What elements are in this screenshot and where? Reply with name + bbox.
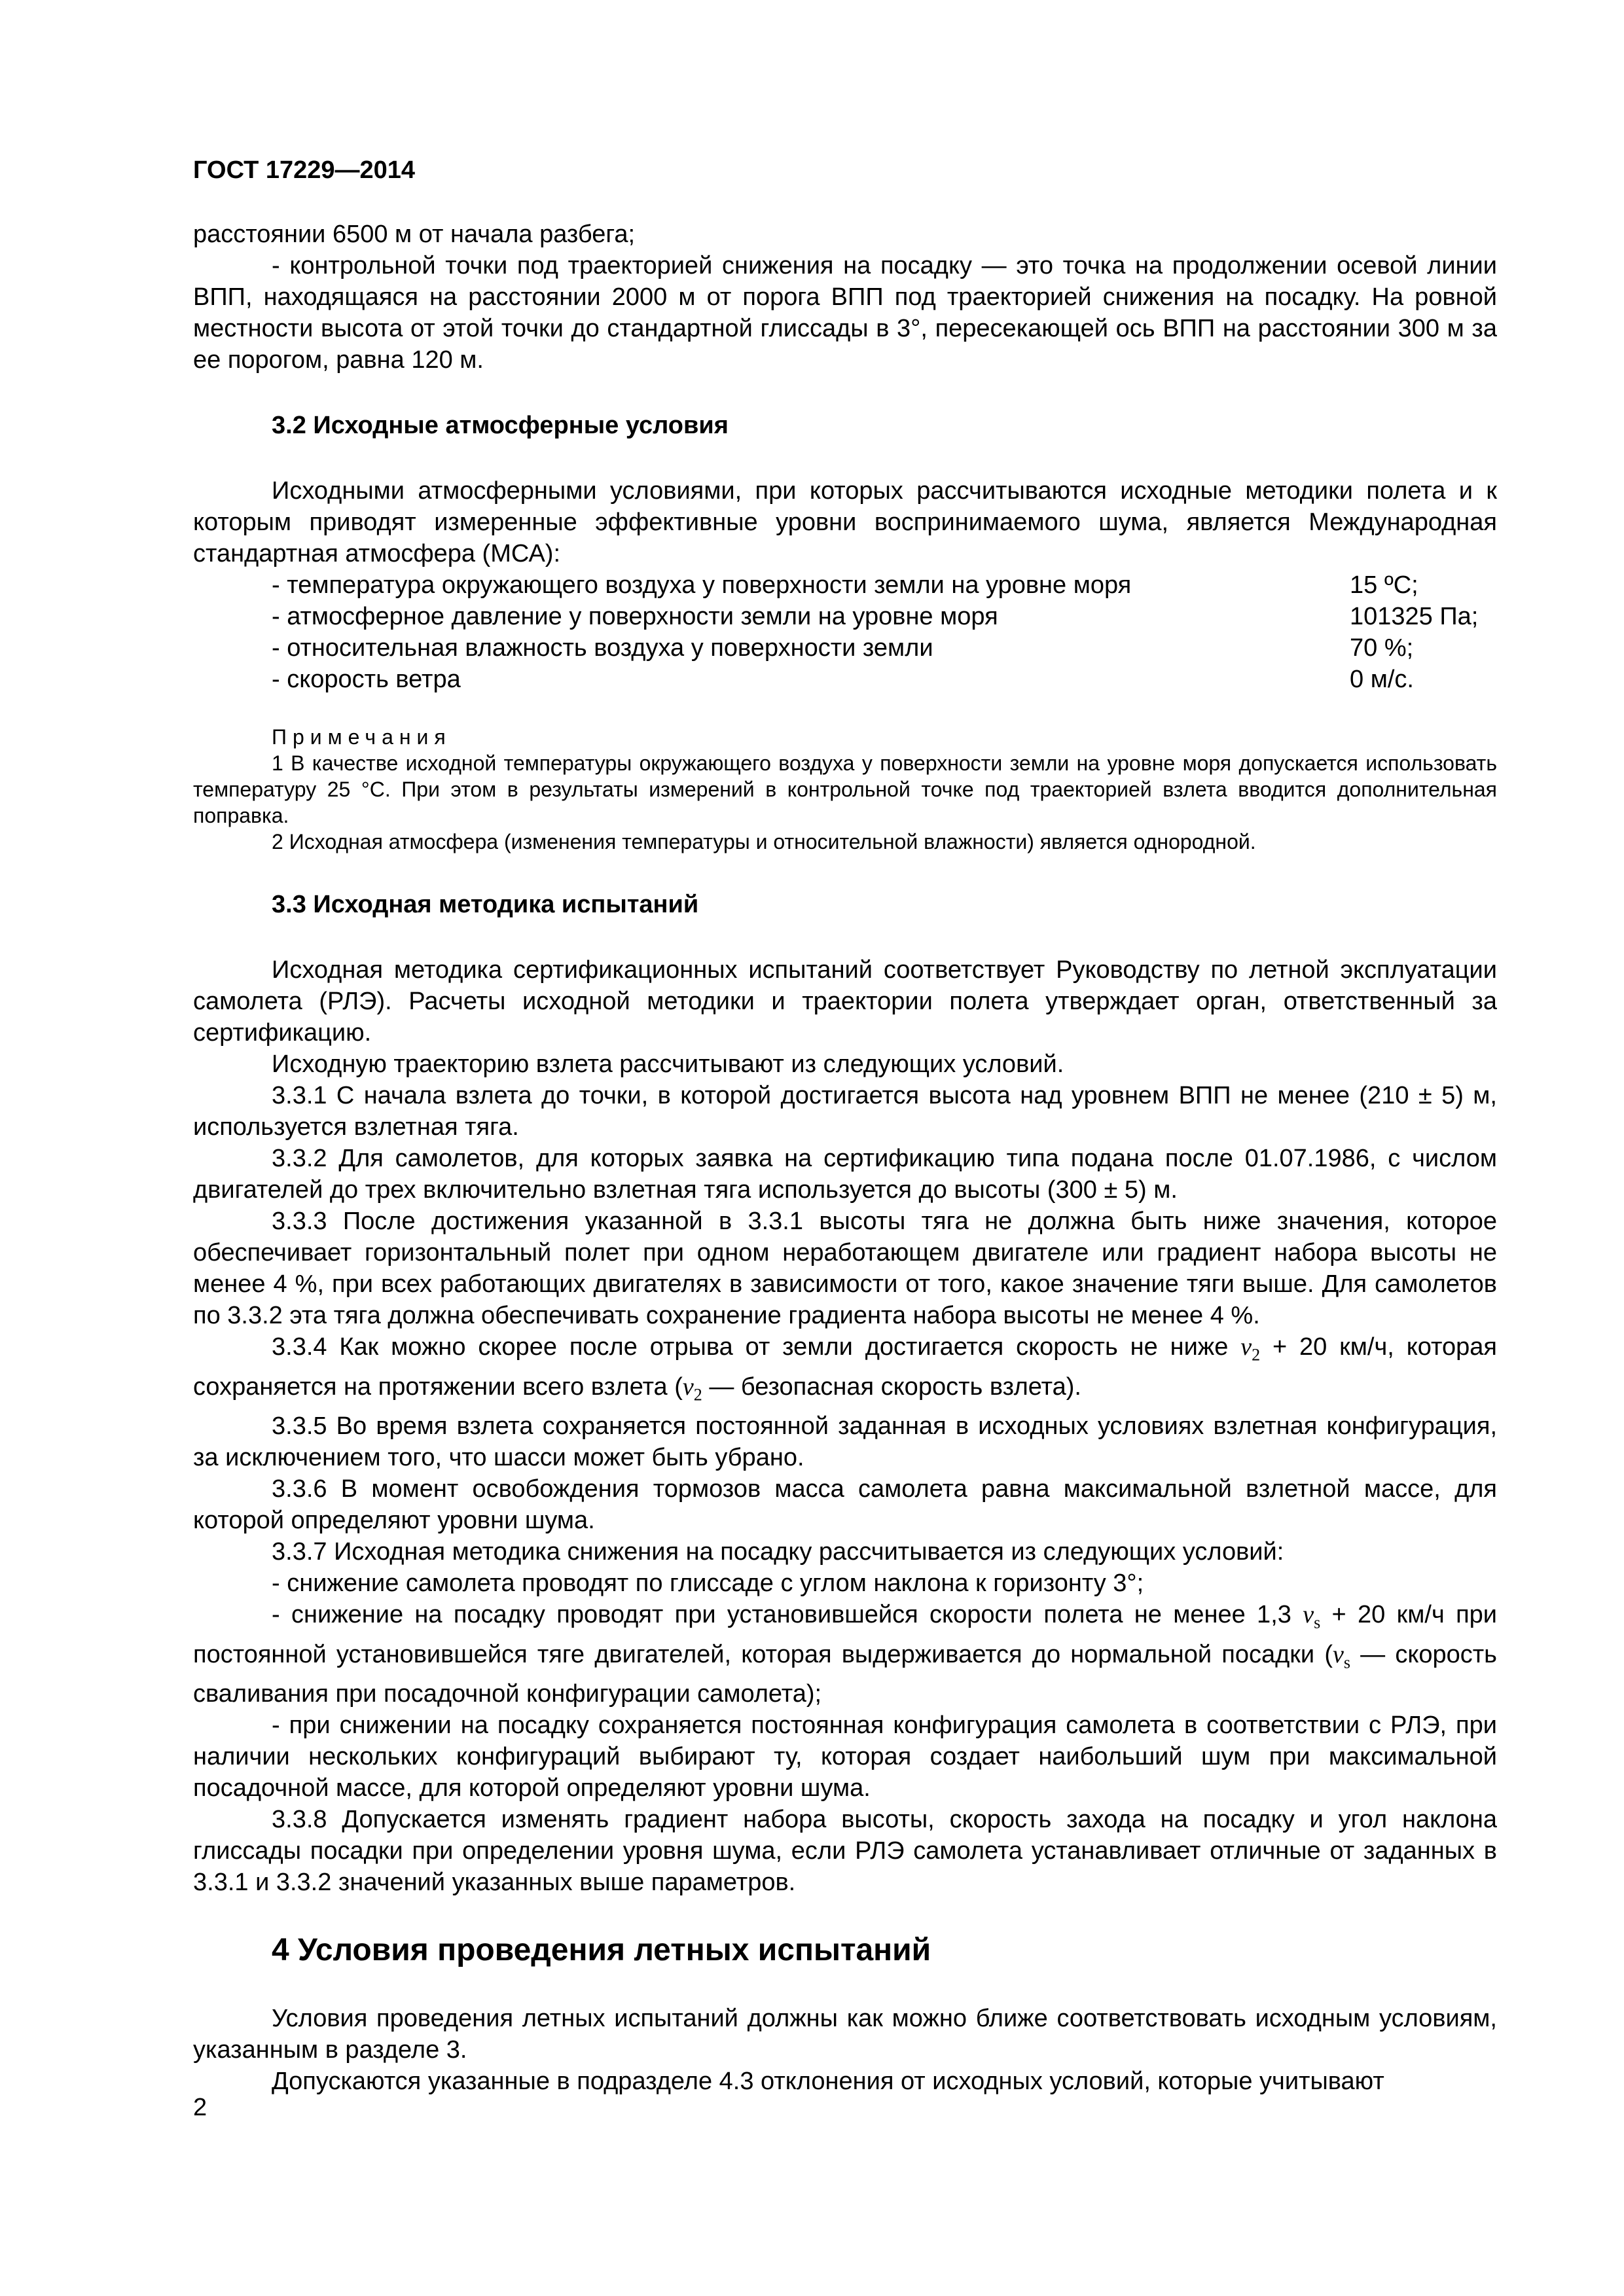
paragraph: Условия проведения летных испытаний должны как можно ближе соответствовать исходным условиям, указанным в разделе 3. bbox=[193, 2005, 1497, 2064]
symbol-v2: $v_2$ bbox=[682, 1372, 702, 1405]
clause-3-3-6: 3.3.6 В момент освобождения тормозов масса самолета равна максимальной взлетной массе, для которой определяют уровни шума. bbox=[193, 1475, 1497, 1535]
clause-3-3-5: 3.3.5 Во время взлета сохраняется постоянной заданная в исходных условиях взлетная конфигурация, за исключением того, что шасси может быть убрано. bbox=[193, 1412, 1497, 1472]
paragraph: Исходными атмосферными условиями, при которых рассчитываются исходные методики полета и к которым приводят измеренные эффективные уровни воспринимаемого шума, является Международная стандартная атмосфера (МСА): bbox=[193, 477, 1497, 567]
notes-block bbox=[193, 724, 1497, 855]
condition-value: 70 %; bbox=[1350, 634, 1414, 662]
condition-text: - атмосферное давление у поверхности земли на уровне моря bbox=[272, 603, 998, 630]
page-number: 2 bbox=[193, 2094, 208, 2121]
paragraph: Исходную траекторию взлета рассчитывают из следующих условий. bbox=[272, 1050, 1064, 1078]
clause-3-3-7: 3.3.7 Исходная методика снижения на посадку рассчитывается из следующих условий: bbox=[272, 1538, 1284, 1566]
paragraph: Допускаются указанные в подразделе 4.3 отклонения от исходных условий, которые учитывают bbox=[272, 2068, 1384, 2096]
condition-value: 15 ºС; bbox=[1350, 571, 1418, 599]
condition-value: 0 м/с. bbox=[1350, 666, 1414, 693]
clause-text: - снижение на посадку проводят при установившейся скорости полета не менее 1,3 bbox=[272, 1601, 1303, 1629]
paragraph: расстоянии 6500 м от начала разбега; bbox=[193, 221, 636, 248]
paragraph: - контрольной точки под траекторией снижения на посадку — это точка на продолжении осевой линии ВПП, находящаяся на расстоянии 2000 м от порога ВПП под траекторией снижения на посадку. На ровной местности высота от этой точки до стандартной глиссады в 3°, пересекающей ось ВПП на расстоянии 300 м за ее порогом, равна 120 м. bbox=[193, 252, 1497, 374]
section-heading-3-3: 3.3 Исходная методика испытаний bbox=[272, 891, 699, 918]
clause-3-3-3: 3.3.3 После достижения указанной в 3.3.1 высоты тяга не должна быть ниже значения, которое обеспечивает горизонтальный полет при одном неработающем двигателе или градиент набора высоты не менее 4 %, при всех работающих двигателях в зависимости от того, какое значение тяги выше. Для самолетов по 3.3.2 эта тяга должна обеспечивать сохранение градиента набора высоты не менее 4 %. bbox=[193, 1208, 1497, 1329]
condition-text: - скорость ветра bbox=[272, 666, 461, 693]
condition-text: - относительная влажность воздуха у поверхности земли bbox=[272, 634, 933, 662]
document-header: ГОСТ 17229—2014 bbox=[193, 156, 416, 184]
symbol-vs: $v_s$ bbox=[1332, 1640, 1350, 1672]
conditions-list bbox=[193, 569, 1497, 695]
condition-row bbox=[193, 664, 1497, 695]
clause-text: — скорость сваливания при посадочной конфигурации самолета); bbox=[193, 1640, 1497, 1708]
condition-row bbox=[193, 632, 1497, 664]
condition-value: 101325 Па; bbox=[1350, 603, 1479, 630]
symbol-v2: $v_2$ bbox=[1240, 1333, 1261, 1365]
list-item: - при снижении на посадку сохраняется постоянная конфигурация самолета в соответствии с РЛЭ, при наличии нескольких конфигураций выбирают ту, которая создает наибольший шум при максимальной посадочной массе, для которой определяют уровни шума. bbox=[193, 1712, 1497, 1803]
clause-3-3-2: 3.3.2 Для самолетов, для которых заявка на сертификацию типа подана после 01.07.1986, с числом двигателей до трех включительно взлетная тяга используется до высоты (300 ± 5) м. bbox=[193, 1145, 1497, 1204]
clause-text: 3.3.4 Как можно скорее после отрыва от земли достигается скорость не ниже bbox=[272, 1333, 1241, 1361]
condition-row bbox=[193, 569, 1497, 601]
section-heading-4: 4 Условия проведения летных испытаний bbox=[272, 1933, 931, 1968]
section-heading-3-2: 3.2 Исходные атмосферные условия bbox=[272, 412, 729, 439]
clause-3-3-4 bbox=[193, 1331, 1497, 1410]
clause-3-3-8: 3.3.8 Допускается изменять градиент набора высоты, скорость захода на посадку и угол наклона глиссады посадки при определении уровня шума, если РЛЭ самолета устанавливает отличные от заданных в 3.3.1 и 3.3.2 значений указанных выше параметров. bbox=[193, 1806, 1497, 1897]
list-item bbox=[193, 1599, 1497, 1710]
list-item: - снижение самолета проводят по глиссаде с углом наклона к горизонту 3°; bbox=[272, 1570, 1144, 1598]
condition-text: - температура окружающего воздуха у поверхности земли на уровне моря bbox=[272, 571, 1132, 599]
clause-3-3-1: 3.3.1 С начала взлета до точки, в которой достигается высота над уровнем ВПП не менее (210 ± 5) м, используется взлетная тяга. bbox=[193, 1082, 1497, 1141]
note-2: 2 Исходная атмосфера (изменения температуры и относительной влажности) является однородной. bbox=[272, 830, 1256, 853]
document-body bbox=[193, 219, 1497, 2097]
note-1: 1 В качестве исходной температуры окружающего воздуха у поверхности земли на уровне моря допускается использовать температуру 25 °С. При этом в результаты измерений в контрольной точке под траекторией взлета вводится дополнительная поправка. bbox=[193, 751, 1497, 827]
notes-title: Примечания bbox=[272, 725, 452, 749]
clause-text: — безопасная скорость взлета). bbox=[702, 1372, 1081, 1401]
clause-text: + 20 км/ч при постоянной установившейся тяге двигателей, которая выдерживается до нормальной посадки ( bbox=[193, 1601, 1498, 1668]
symbol-vs: $v_s$ bbox=[1303, 1601, 1321, 1632]
clause-text: + 20 км/ч, которая сохраняется на протяжении всего взлета ( bbox=[193, 1333, 1497, 1401]
paragraph: Исходная методика сертификационных испытаний соответствует Руководству по летной эксплуатации самолета (РЛЭ). Расчеты исходной методики и траектории полета утверждает орган, ответственный за сертификацию. bbox=[193, 956, 1497, 1047]
condition-row bbox=[193, 601, 1497, 632]
